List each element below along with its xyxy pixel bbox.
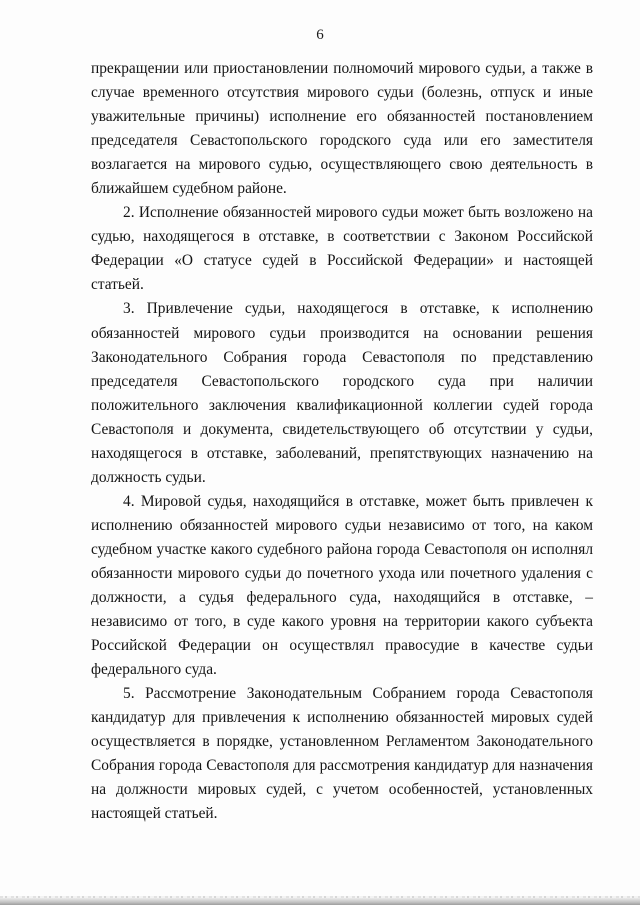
paragraph-item-4: 4. Мировой судья, находящийся в отставке, может быть привлечен к исполнению обязанностей мирового судьи независимо от того, на каком судебном участке какого судебного района города Севастополя он исполнял обязанности мирового судьи до почетного ухода или почетного удаления с должности, а судья федерального суда, находящийся в отставке, – независимо от того, в суде какого уровня на территории какого субъекта Российской Федерации он осуществлял правосудие в качестве судьи федерального суда. — [91, 492, 593, 679]
page-number: 6 — [316, 27, 324, 43]
paragraph-continuation: прекращении или приостановлении полномочий мирового судьи, а также в случае временного отсутствия мирового судьи (болезнь, отпуск и иные уважительные причины) исполнение его обязанностей постановлением председателя Севастопольского городского суда или его заместителя возлагается на мирового судью, осуществляющего свою деятельность в ближайшем судебном районе. — [91, 60, 593, 198]
paragraph-item-5: 5. Рассмотрение Законодательным Собранием города Севастополя кандидатур для привлечения к исполнению обязанностей мировых судей осуществляется в порядке, установленном Регламентом Законодательного Собрания города Севастополя для рассмотрения кандидатур для назначения на должности мировых судей, с учетом особенностей, установленных настоящей статьей. — [91, 685, 593, 823]
scan-bottom-edge — [0, 898, 640, 905]
paragraph-item-2: 2. Исполнение обязанностей мирового судьи может быть возложено на судью, находящегося в отставке, в соответствии с Законом Российской Федерации «О статусе судей в Российской Федерации» и настоящей статьей. — [91, 204, 593, 294]
document-body — [91, 57, 593, 827]
paragraph-item-3: 3. Привлечение судьи, находящегося в отставке, к исполнению обязанностей мирового судьи производится на основании решения Законодательного Собрания города Севастополя по представлению председателя Севастопольского городского суда при наличии положительного заключения квалификационной коллегии судей города Севастополя и документа, свидетельствующего об отсутствии у судьи, находящегося в отставке, заболеваний, препятствующих назначению на должность судьи. — [91, 300, 593, 486]
